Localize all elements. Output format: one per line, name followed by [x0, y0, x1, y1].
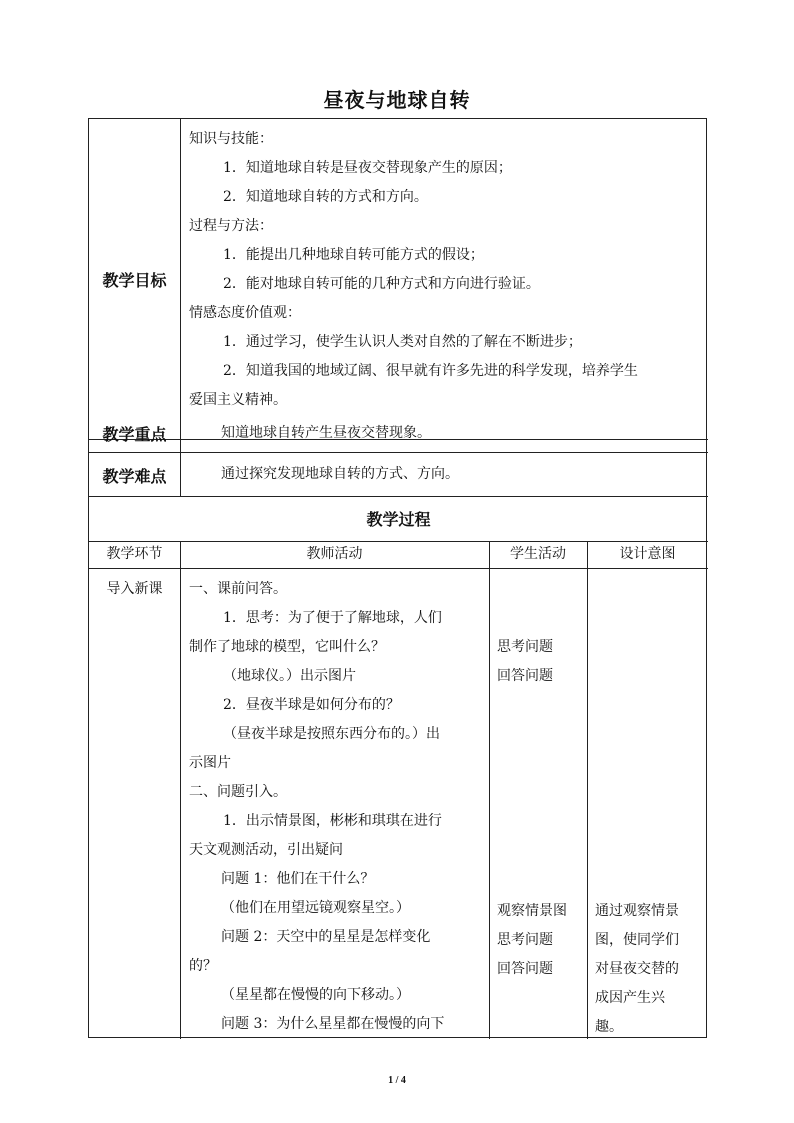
teacher-line: 1．出示情景图，彬彬和琪琪在进行 [223, 813, 442, 829]
design-line: 图，使同学们 [595, 932, 679, 948]
col-divider [180, 541, 181, 1039]
teacher-line: （地球仪。）出示图片 [223, 668, 356, 684]
key-point-text: 知道地球自转产生昼夜交替现象。 [221, 425, 431, 441]
student-activity-group [497, 897, 585, 984]
row-divider [89, 568, 708, 569]
teacher-activity [189, 575, 484, 1039]
difficulty-label: 教学难点 [102, 467, 167, 486]
page-number: 1 / 4 [388, 1075, 406, 1086]
teacher-line: 一、课前问答。 [189, 581, 287, 597]
stage-cell: 导入新课 [106, 581, 163, 597]
col-divider [489, 541, 490, 1039]
goals-label: 教学目标 [102, 270, 167, 290]
column-header-teacher: 教师活动 [306, 546, 363, 562]
teacher-line: 二、问题引入。 [189, 784, 287, 800]
row-divider [89, 452, 708, 453]
process-title: 教学过程 [366, 510, 431, 529]
column-header-student: 学生活动 [510, 546, 566, 562]
design-line: 成因产生兴 [595, 990, 665, 1006]
goals-line: 知识与技能： [189, 131, 273, 147]
student-line: 回答问题 [497, 961, 553, 977]
goals-line: 1．能提出几种地球自转可能方式的假设； [223, 247, 484, 263]
column-header-design: 设计意图 [619, 546, 676, 562]
teacher-line: 1．思考：为了便于了解地球，人们 [223, 610, 442, 626]
goals-content [189, 125, 699, 415]
document-title: 昼夜与地球自转 [323, 88, 471, 112]
goals-line: 2．知道地球自转的方式和方向。 [223, 189, 428, 205]
teacher-line: 问题 1：他们在干什么？ [221, 871, 375, 887]
teacher-line: 示图片 [189, 755, 231, 771]
goals-line: 2．能对地球自转可能的几种方式和方向进行验证。 [223, 276, 540, 292]
student-line: 思考问题 [497, 932, 553, 948]
teacher-line: 天文观测活动，引出疑问 [189, 842, 343, 858]
student-line: 回答问题 [497, 668, 553, 684]
design-line: 通过观察情景 [595, 903, 679, 919]
teacher-line: 问题 3：为什么星星都在慢慢的向下 [221, 1016, 445, 1032]
teacher-line: 问题 2：天空中的星星是怎样变化 [221, 929, 431, 945]
student-line: 观察情景图 [497, 903, 567, 919]
column-header-stage: 教学环节 [106, 546, 163, 562]
key-point-label: 教学重点 [102, 424, 167, 444]
goals-line: 1．通过学习，使学生认识人类对自然的了解在不断进步； [223, 334, 582, 350]
difficulty-text: 通过探究发现地球自转的方式、方向。 [221, 466, 459, 482]
design-line: 对昼夜交替的 [595, 961, 679, 977]
lesson-plan-table [88, 118, 707, 1038]
goals-line: 情感态度价值观： [189, 305, 301, 321]
teacher-line: 制作了地球的模型，它叫什么？ [189, 639, 385, 655]
goals-line: 过程与方法： [189, 218, 273, 234]
teacher-line: （昼夜半球是按照东西分布的。）出 [223, 726, 440, 742]
col-divider [180, 119, 181, 496]
design-line: 趣。 [595, 1019, 623, 1035]
teacher-line: 2．昼夜半球是如何分布的？ [223, 697, 400, 713]
goals-line: 爱国主义精神。 [189, 392, 287, 408]
teacher-line: （星星都在慢慢的向下移动。） [221, 987, 410, 1003]
design-intent [595, 897, 705, 1042]
goals-line: 1．知道地球自转是昼夜交替现象产生的原因； [223, 160, 512, 176]
teacher-line: （他们在用望远镜观察星空。） [221, 900, 410, 916]
goals-line: 2．知道我国的地域辽阔、很早就有许多先进的科学发现，培养学生 [223, 363, 638, 379]
teacher-line: 的？ [189, 958, 217, 974]
col-divider [587, 541, 588, 1039]
student-activity-group [497, 633, 585, 691]
student-line: 思考问题 [497, 639, 553, 655]
